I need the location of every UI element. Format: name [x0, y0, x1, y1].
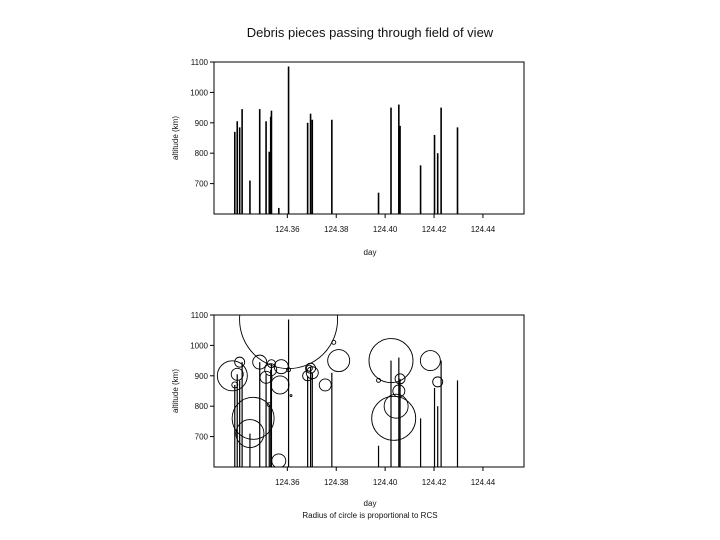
rcs-circle: [271, 376, 289, 394]
top-x-ticks: [275, 214, 496, 234]
bottom-plot-frame: [214, 315, 524, 467]
top-y-label: altitude (km): [171, 115, 180, 161]
bot-y-tick-label: 800: [194, 402, 208, 412]
top-chart-title: Debris pieces passing through field of view: [246, 25, 494, 40]
top-x-tick-label: 124.36: [275, 225, 300, 234]
rcs-circle: [272, 454, 286, 468]
bottom-caption: Radius of circle is proportional to RCS: [302, 511, 438, 520]
bottom-marks: [217, 271, 457, 468]
top-y-ticks: [190, 58, 214, 189]
top-x-label: day: [363, 248, 377, 257]
stem-group: [235, 320, 458, 467]
top-chart: [171, 58, 524, 257]
top-y-tick-label: 900: [194, 118, 208, 128]
top-y-tick-label: 1100: [190, 58, 208, 67]
bot-x-tick-label: 124.36: [275, 478, 300, 487]
bot-y-tick-label: 1000: [190, 341, 208, 351]
bot-x-tick-label: 124.38: [324, 478, 349, 487]
circle-group: [217, 271, 442, 468]
top-bars: [235, 67, 458, 214]
bot-x-tick-label: 124.40: [372, 478, 398, 487]
top-x-tick-label: 124.40: [372, 225, 398, 234]
rcs-circle: [384, 394, 408, 418]
bot-x-tick-label: 124.42: [421, 478, 447, 487]
rcs-circle: [319, 379, 331, 391]
rcs-circle: [328, 350, 350, 372]
rcs-circle: [420, 351, 440, 371]
rcs-circle: [290, 395, 292, 397]
top-y-tick-label: 800: [194, 149, 208, 159]
top-y-tick-label: 1000: [190, 88, 208, 98]
top-x-tick-label: 124.42: [421, 225, 447, 234]
bottom-y-label: altitude (km): [171, 368, 180, 414]
bottom-x-label: day: [363, 499, 377, 508]
top-x-tick-label: 124.44: [470, 225, 496, 234]
bottom-x-ticks: [275, 467, 496, 487]
bot-y-tick-label: 1100: [190, 311, 208, 320]
top-y-tick-label: 700: [194, 179, 208, 189]
bottom-chart: [171, 271, 524, 520]
bottom-y-ticks: [190, 311, 214, 442]
rcs-circle: [235, 357, 245, 367]
top-x-tick-label: 124.38: [324, 225, 349, 234]
bot-y-tick-label: 700: [194, 432, 208, 442]
bot-y-tick-label: 900: [194, 371, 208, 381]
bot-x-tick-label: 124.44: [470, 478, 496, 487]
